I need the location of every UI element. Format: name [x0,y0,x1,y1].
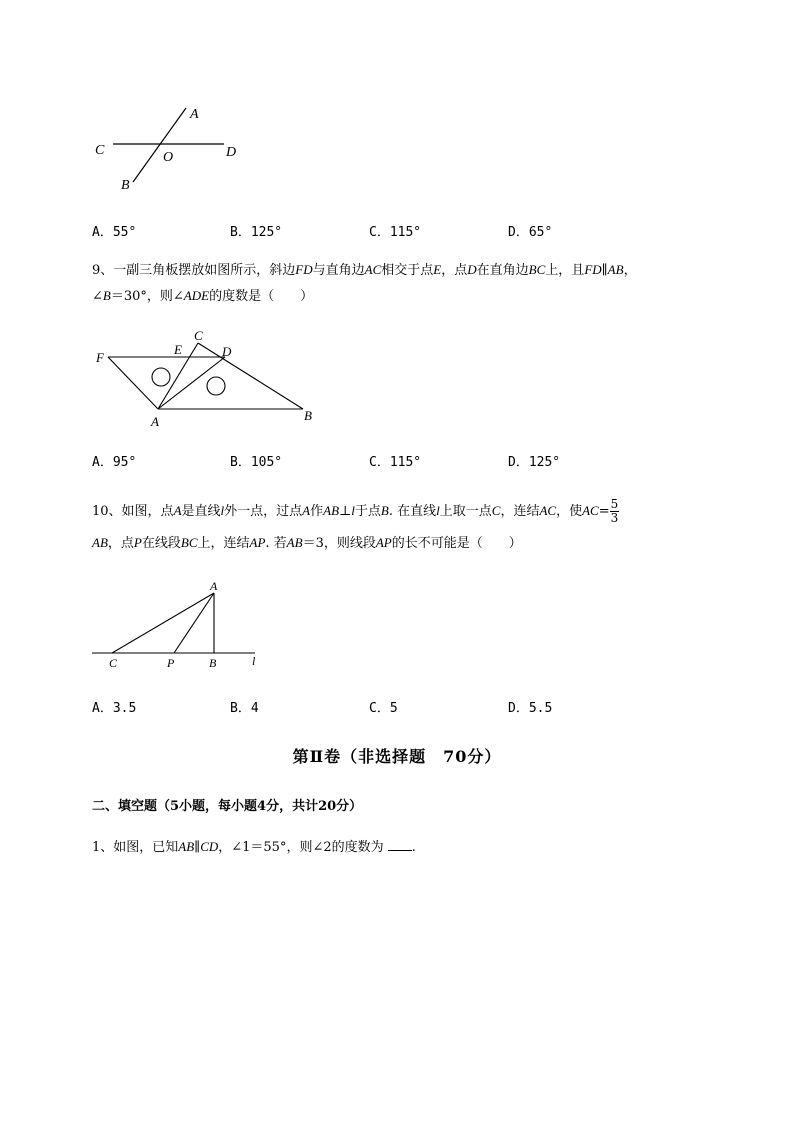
q8-option-a[interactable]: A．55° [92,225,137,240]
label-e: E [174,342,182,357]
q9-line-2: ∠B＝30°，则∠ADE的度数是（ ） [92,288,314,304]
answer-blank[interactable] [388,838,412,851]
q8-option-c[interactable]: C．115° [369,225,422,240]
q9-option-a[interactable]: A．95° [92,455,137,470]
fill-q1: 1、如图，已知AB∥CD，∠1＝55°，则∠2的度数为 . [92,839,416,855]
q10-option-d[interactable]: D．5.5 [508,701,553,716]
q9-figure [90,325,330,435]
label-b: B [304,408,312,423]
q10-option-a[interactable]: A．3.5 [92,701,137,716]
hole-left [152,368,170,386]
label-c: C [194,328,203,343]
label-c: C [95,143,105,158]
q10-option-b[interactable]: B．4 [230,701,259,716]
label-c: C [109,656,118,670]
q8-option-d[interactable]: D．65° [508,225,553,240]
label-a: A [190,107,199,122]
q9-option-d[interactable]: D．125° [508,455,561,470]
q8-option-b[interactable]: B．125° [230,225,283,240]
q10-line-1: 10、如图，点A是直线l外一点，过点A作AB⊥l于点B. 在直线l上取一点C，连结AC，使AC= $\frac{5}{3}$ [92,497,619,525]
label-a: A [151,414,159,429]
q9-option-c[interactable]: C．115° [369,455,422,470]
q10-line-2: AB，点P在线段BC上，连结AP. 若AB＝3，则线段AP的长不可能是（ ） [92,535,522,551]
edge-fa [108,357,158,409]
q10-option-c[interactable]: C．5 [369,701,398,716]
q9-option-b[interactable]: B．105° [230,455,283,470]
q9-line-1: 9、一副三角板摆放如图所示，斜边FD与直角边AC相交于点E，点D在直角边BC上，且FD∥AB， [92,262,637,278]
label-p: P [167,656,175,670]
line-ab [133,108,186,182]
label-f: F [96,350,104,365]
label-o: O [163,150,174,165]
label-d: D [222,344,232,359]
label-a: A [210,579,218,593]
label-d: D [226,145,237,160]
q8-figure [88,100,248,200]
edge-cb [198,343,303,409]
label-b: B [121,178,130,193]
q10-figure [90,575,270,675]
label-l: l [252,654,256,668]
segment-ac [112,593,214,653]
label-b: B [209,656,217,670]
fraction-5-3: $\frac{5}{3}$ [610,497,619,525]
fill-in-heading: 二、填空题（5小题，每小题4分，共计20分） [92,799,363,814]
section-2-title: 第Ⅱ卷（非选择题 70分） [292,747,502,766]
hole-right [207,377,225,395]
segment-ap [174,593,214,653]
